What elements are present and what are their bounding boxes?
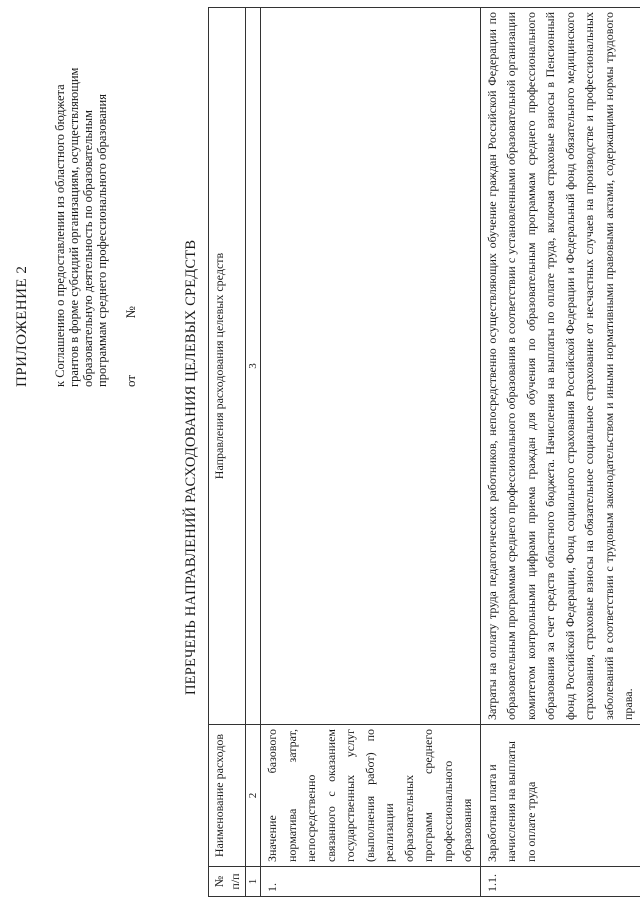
- row-num: 1.1.: [480, 867, 640, 897]
- table-row: [480, 8, 640, 897]
- column-numbers-row: [246, 8, 261, 897]
- column-number: 2: [246, 725, 261, 867]
- appendix-block: [14, 57, 139, 387]
- table-header-row: [209, 8, 246, 897]
- header-num: № п/п: [209, 867, 246, 897]
- table-row: [261, 8, 481, 897]
- header-direction: Направления расходования целевых средств: [209, 8, 246, 725]
- header-name: Наименование расходов: [209, 725, 246, 867]
- appendix-text: к Соглашению о предоставлении из областного бюджета грантов в форме субсидий организациям, осуществляющим образовательную деятельность по образовательным программам среднего профессионального образования: [53, 67, 109, 387]
- column-number: 3: [246, 8, 261, 725]
- appendix-date-number-line: [123, 57, 139, 387]
- row-num: 1.: [261, 867, 481, 897]
- expenses-table: [208, 7, 640, 897]
- appendix-title: ПРИЛОЖЕНИЕ 2: [14, 265, 30, 387]
- row-name: Значение базового норматива затрат, непосредственно связанного с оказанием государственных услуг (выполнения работ) по реализации образовательных программ среднего профессионального образования: [261, 725, 481, 867]
- row-name: Заработная плата и начисления на выплаты по оплате труда: [480, 725, 640, 867]
- number-label: №: [123, 306, 138, 319]
- row-direction: Затраты на оплату труда педагогических работников, непосредственно осуществляющих обучение граждан Российской Федерации по образовательным программам среднего профессионального образования в соответствии с установленными образовательной организации комитетом контрольными цифрами приема граждан для обучения по образовательным программам среднего профессионального образования за счет средств областного бюджета. Начисления на выплаты по оплате труда, включая страховые взносы в Пенсионный фонд Российской Федерации, Фонд социального страхования Российской Федерации и Федеральный фонд обязательного медицинского страхования, страховые взносы на обязательное социальное страхование от несчастных случаев на производстве и профессиональных заболеваний в соответствии с трудовым законодательством и иными нормативными правовыми актами, содержащими нормы трудового права.: [480, 8, 640, 725]
- from-label: от: [123, 374, 138, 387]
- row-direction: [261, 8, 481, 725]
- page-heading: ПЕРЕЧЕНЬ НАПРАВЛЕНИЙ РАСХОДОВАНИЯ ЦЕЛЕВЫХ СРЕДСТВ: [183, 239, 199, 695]
- column-number: 1: [246, 867, 261, 897]
